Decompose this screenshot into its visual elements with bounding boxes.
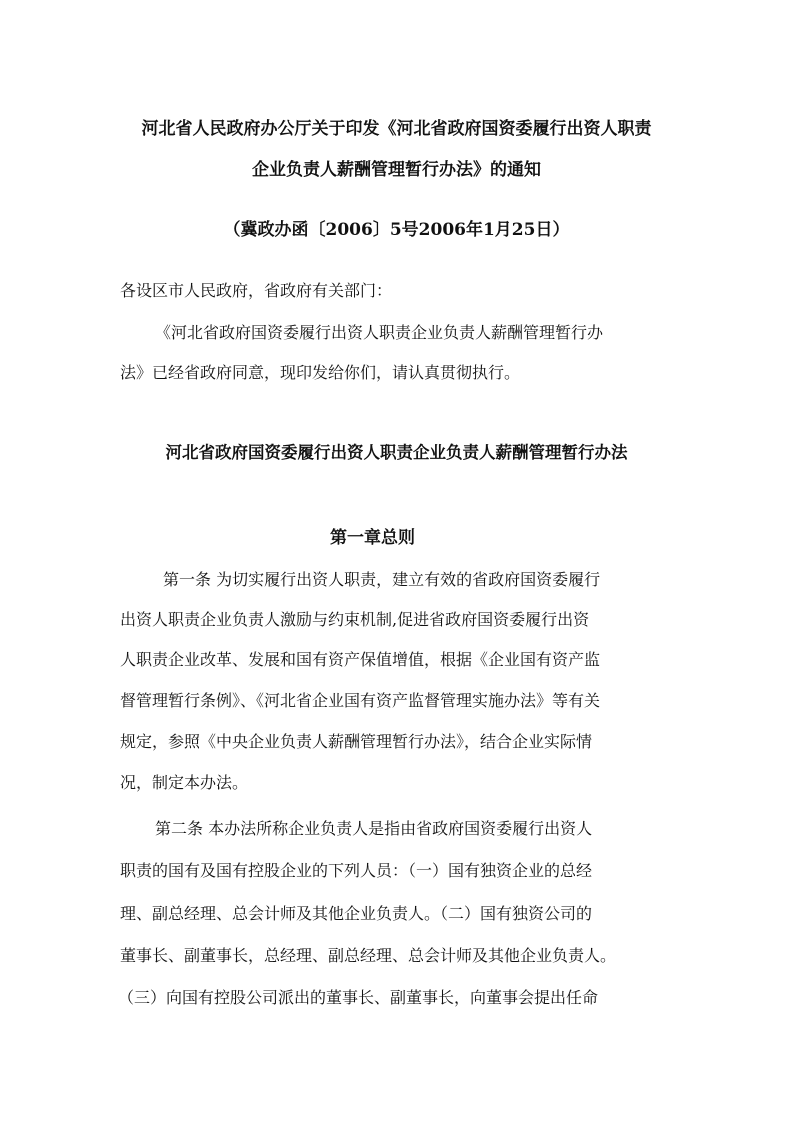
article-1-line-6: 况，制定本办法。 bbox=[120, 773, 249, 792]
notice-title-line-1: 河北省人民政府办公厅关于印发《河北省政府国资委履行出资人职责 bbox=[141, 119, 652, 139]
article-1-line-4: 督管理暂行条例》、《河北省企业国有资产监督管理实施办法》等有关 bbox=[120, 691, 601, 710]
article-2-line-2: 职责的国有及国有控股企业的下列人员：（一）国有独资企业的总经 bbox=[120, 861, 593, 880]
article-2-line-1: 第二条 本办法所称企业负责人是指由省政府国资委履行出资人 bbox=[155, 819, 593, 838]
article-2-line-4: 董事长、副董事长，总经理、副总经理、总会计师及其他企业负责人。 bbox=[120, 946, 617, 965]
intro-paragraph-line-1: 《河北省政府国资委履行出资人职责企业负责人薪酬管理暂行办 bbox=[155, 323, 604, 342]
article-1-line-3: 人职责企业改革、发展和国有资产保值增值，根据《企业国有资产监 bbox=[120, 650, 601, 669]
article-1-line-1: 第一条 为切实履行出资人职责，建立有效的省政府国资委履行 bbox=[163, 570, 601, 589]
measures-title: 河北省政府国资委履行出资人职责企业负责人薪酬管理暂行办法 bbox=[165, 443, 628, 462]
chapter-title: 第一章总则 bbox=[330, 528, 415, 548]
article-2-line-3: 理、副总经理、总会计师及其他企业负责人。（二）国有独资公司的 bbox=[120, 904, 593, 923]
notice-title-line-2: 企业负责人薪酬管理暂行办法》的通知 bbox=[252, 160, 541, 180]
article-2-line-5: （三）向国有控股公司派出的董事长、副董事长，向董事会提出任命 bbox=[118, 988, 599, 1007]
salutation: 各设区市人民政府，省政府有关部门： bbox=[120, 281, 393, 300]
document-number: （冀政办函〔2006〕5号2006年1月25日） bbox=[223, 220, 570, 240]
article-1-line-2: 出资人职责企业负责人激励与约束机制,促进省政府国资委履行出资 bbox=[120, 610, 590, 629]
article-1-line-5: 规定，参照《中央企业负责人薪酬管理暂行办法》，结合企业实际情 bbox=[120, 732, 593, 751]
intro-paragraph-line-2: 法》已经省政府同意，现印发给你们，请认真贯彻执行。 bbox=[120, 363, 521, 382]
